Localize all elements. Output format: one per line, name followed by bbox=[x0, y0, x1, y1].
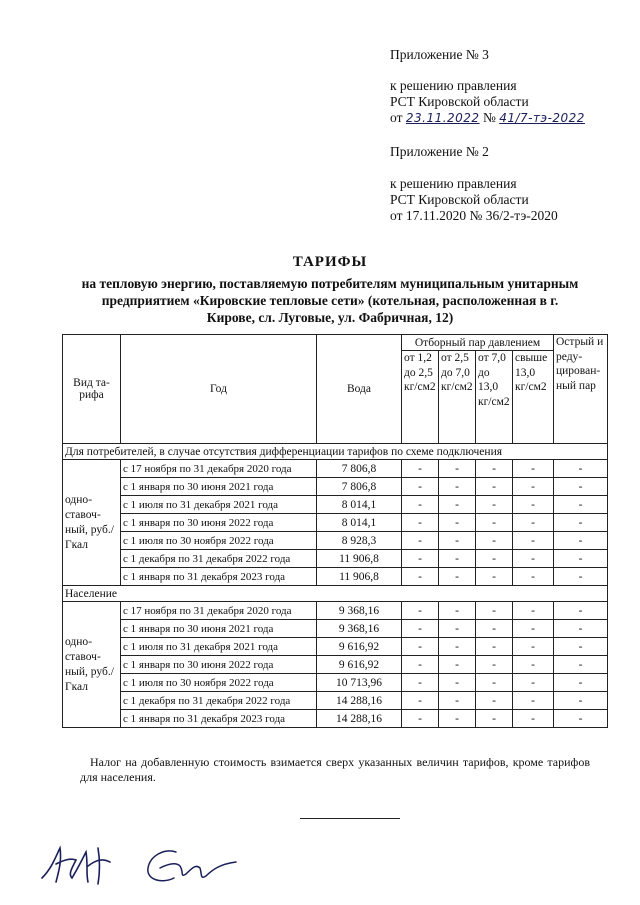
empty-dash-cell: - bbox=[402, 496, 439, 514]
header-steam: Отборный пар давлением bbox=[402, 335, 554, 351]
table-row bbox=[63, 550, 608, 568]
empty-dash-cell: - bbox=[513, 532, 554, 550]
empty-dash-cell: - bbox=[554, 532, 608, 550]
period-cell: с 1 июля по 31 декабря 2021 года bbox=[121, 638, 317, 656]
appendix-3-line1: к решению правления bbox=[390, 78, 517, 93]
water-value: 9 616,92 bbox=[317, 638, 402, 656]
period-cell: с 1 января по 31 декабря 2023 года bbox=[121, 710, 317, 728]
empty-dash-cell: - bbox=[402, 620, 439, 638]
empty-dash-cell: - bbox=[439, 550, 476, 568]
water-value: 11 906,8 bbox=[317, 568, 402, 586]
table-row bbox=[63, 478, 608, 496]
empty-dash-cell: - bbox=[513, 602, 554, 620]
tariff-type: одноставочный, руб./Гкал bbox=[63, 602, 121, 728]
appendix-3-line2: РСТ Кировской области bbox=[390, 94, 529, 109]
water-value: 8 014,1 bbox=[317, 514, 402, 532]
section-label: Население bbox=[63, 586, 608, 602]
tariff-type: одноставочный, руб./Гкал bbox=[63, 460, 121, 586]
header-steam-2: от 2,5 до 7,0 кг/см2 bbox=[439, 351, 476, 444]
empty-dash-cell: - bbox=[476, 620, 513, 638]
empty-dash-cell: - bbox=[513, 550, 554, 568]
empty-dash-cell: - bbox=[402, 568, 439, 586]
empty-dash-cell: - bbox=[402, 710, 439, 728]
period-cell: с 17 ноября по 31 декабря 2020 года bbox=[121, 460, 317, 478]
title-sub: на тепловую энергию, поставляемую потребителям муниципальным унитарным предприятием «Кировские тепловые сети» (котельная, расположенная в г. Кирове, сл. Луговые, ул. Фабричная, 12) bbox=[81, 276, 579, 325]
empty-dash-cell: - bbox=[554, 620, 608, 638]
empty-dash-cell: - bbox=[513, 478, 554, 496]
water-value: 9 616,92 bbox=[317, 656, 402, 674]
header-sharp-steam: Острый и редуцированный пар bbox=[554, 335, 608, 444]
header-steam-3: от 7,0 до 13,0 кг/см2 bbox=[476, 351, 513, 444]
appendix-2-line3: от 17.11.2020 № 36/2-тэ-2020 bbox=[390, 208, 558, 223]
table-row bbox=[63, 710, 608, 728]
empty-dash-cell: - bbox=[476, 656, 513, 674]
appendix-2-title: Приложение № 2 bbox=[390, 144, 489, 159]
empty-dash-cell: - bbox=[439, 692, 476, 710]
empty-dash-cell: - bbox=[476, 460, 513, 478]
period-cell: с 1 января по 31 декабря 2023 года bbox=[121, 568, 317, 586]
title-main: ТАРИФЫ bbox=[292, 254, 368, 270]
water-value: 7 806,8 bbox=[317, 460, 402, 478]
empty-dash-cell: - bbox=[439, 460, 476, 478]
handwritten-number: 41/7-тэ-2022 bbox=[499, 111, 585, 125]
period-cell: с 1 июля по 30 ноября 2022 года bbox=[121, 674, 317, 692]
empty-dash-cell: - bbox=[554, 602, 608, 620]
empty-dash-cell: - bbox=[439, 656, 476, 674]
table-row bbox=[63, 638, 608, 656]
empty-dash-cell: - bbox=[513, 620, 554, 638]
signature-2 bbox=[140, 838, 250, 890]
period-cell: с 1 января по 30 июня 2021 года bbox=[121, 620, 317, 638]
header-year: Год bbox=[121, 335, 317, 444]
section-label: Для потребителей, в случае отсутствия дифференциации тарифов по схеме подключения bbox=[63, 444, 608, 460]
table-row bbox=[63, 620, 608, 638]
water-value: 8 928,3 bbox=[317, 532, 402, 550]
empty-dash-cell: - bbox=[402, 692, 439, 710]
empty-dash-cell: - bbox=[402, 532, 439, 550]
period-cell: с 1 июля по 30 ноября 2022 года bbox=[121, 532, 317, 550]
empty-dash-cell: - bbox=[476, 550, 513, 568]
empty-dash-cell: - bbox=[476, 674, 513, 692]
vat-note: Налог на добавленную стоимость взимается сверх указанных величин тарифов, кроме тарифов для населения. bbox=[80, 755, 590, 784]
period-cell: с 1 января по 30 июня 2021 года bbox=[121, 478, 317, 496]
empty-dash-cell: - bbox=[439, 478, 476, 496]
table-row bbox=[63, 602, 608, 620]
water-value: 10 713,96 bbox=[317, 674, 402, 692]
period-cell: с 17 ноября по 31 декабря 2020 года bbox=[121, 602, 317, 620]
empty-dash-cell: - bbox=[476, 710, 513, 728]
empty-dash-cell: - bbox=[402, 638, 439, 656]
empty-dash-cell: - bbox=[402, 656, 439, 674]
empty-dash-cell: - bbox=[439, 638, 476, 656]
document-title bbox=[80, 254, 580, 326]
table-row bbox=[63, 496, 608, 514]
empty-dash-cell: - bbox=[554, 568, 608, 586]
appendix-3-title: Приложение № 3 bbox=[390, 47, 489, 62]
tariff-table bbox=[62, 334, 608, 728]
water-value: 9 368,16 bbox=[317, 602, 402, 620]
empty-dash-cell: - bbox=[439, 620, 476, 638]
period-cell: с 1 января по 30 июня 2022 года bbox=[121, 656, 317, 674]
from-label: от bbox=[390, 110, 403, 125]
appendix-2-decision bbox=[390, 176, 558, 224]
table-row bbox=[63, 568, 608, 586]
empty-dash-cell: - bbox=[554, 674, 608, 692]
empty-dash-cell: - bbox=[402, 478, 439, 496]
empty-dash-cell: - bbox=[513, 638, 554, 656]
number-label: № bbox=[482, 110, 496, 125]
empty-dash-cell: - bbox=[439, 514, 476, 532]
empty-dash-cell: - bbox=[402, 514, 439, 532]
empty-dash-cell: - bbox=[513, 568, 554, 586]
table-row bbox=[63, 656, 608, 674]
empty-dash-cell: - bbox=[513, 710, 554, 728]
header-steam-1: от 1,2 до 2,5 кг/см2 bbox=[402, 351, 439, 444]
empty-dash-cell: - bbox=[476, 568, 513, 586]
empty-dash-cell: - bbox=[439, 496, 476, 514]
empty-dash-cell: - bbox=[513, 674, 554, 692]
empty-dash-cell: - bbox=[513, 460, 554, 478]
handwritten-date: 23.11.2022 bbox=[405, 111, 480, 125]
empty-dash-cell: - bbox=[439, 674, 476, 692]
appendix-3-block bbox=[390, 47, 489, 63]
empty-dash-cell: - bbox=[554, 692, 608, 710]
water-value: 14 288,16 bbox=[317, 692, 402, 710]
header-type: Вид та-рифа bbox=[63, 335, 121, 444]
empty-dash-cell: - bbox=[476, 496, 513, 514]
empty-dash-cell: - bbox=[402, 602, 439, 620]
empty-dash-cell: - bbox=[439, 532, 476, 550]
empty-dash-cell: - bbox=[402, 460, 439, 478]
empty-dash-cell: - bbox=[513, 496, 554, 514]
appendix-2-block bbox=[390, 144, 489, 160]
empty-dash-cell: - bbox=[513, 656, 554, 674]
empty-dash-cell: - bbox=[554, 710, 608, 728]
appendix-2-line1: к решению правления bbox=[390, 176, 517, 191]
period-cell: с 1 июля по 31 декабря 2021 года bbox=[121, 496, 317, 514]
water-value: 11 906,8 bbox=[317, 550, 402, 568]
water-value: 9 368,16 bbox=[317, 620, 402, 638]
table-row bbox=[63, 514, 608, 532]
empty-dash-cell: - bbox=[476, 602, 513, 620]
header-steam-4: свыше 13,0 кг/см2 bbox=[513, 351, 554, 444]
appendix-2-line2: РСТ Кировской области bbox=[390, 192, 529, 207]
empty-dash-cell: - bbox=[439, 710, 476, 728]
empty-dash-cell: - bbox=[554, 656, 608, 674]
water-value: 14 288,16 bbox=[317, 710, 402, 728]
period-cell: с 1 декабря по 31 декабря 2022 года bbox=[121, 692, 317, 710]
empty-dash-cell: - bbox=[402, 674, 439, 692]
table-row bbox=[63, 532, 608, 550]
empty-dash-cell: - bbox=[402, 550, 439, 568]
empty-dash-cell: - bbox=[476, 532, 513, 550]
separator-line bbox=[300, 818, 400, 819]
table-row bbox=[63, 692, 608, 710]
table-row bbox=[63, 674, 608, 692]
table-row bbox=[63, 460, 608, 478]
empty-dash-cell: - bbox=[476, 638, 513, 656]
period-cell: с 1 января по 30 июня 2022 года bbox=[121, 514, 317, 532]
empty-dash-cell: - bbox=[554, 550, 608, 568]
period-cell: с 1 декабря по 31 декабря 2022 года bbox=[121, 550, 317, 568]
empty-dash-cell: - bbox=[513, 514, 554, 532]
empty-dash-cell: - bbox=[513, 692, 554, 710]
signature-1 bbox=[38, 838, 128, 890]
header-water: Вода bbox=[317, 335, 402, 444]
water-value: 7 806,8 bbox=[317, 478, 402, 496]
empty-dash-cell: - bbox=[476, 478, 513, 496]
empty-dash-cell: - bbox=[439, 602, 476, 620]
appendix-3-decision bbox=[390, 78, 585, 126]
empty-dash-cell: - bbox=[476, 514, 513, 532]
empty-dash-cell: - bbox=[554, 496, 608, 514]
empty-dash-cell: - bbox=[476, 692, 513, 710]
empty-dash-cell: - bbox=[554, 460, 608, 478]
empty-dash-cell: - bbox=[554, 478, 608, 496]
appendix-3-date-line bbox=[390, 110, 585, 126]
empty-dash-cell: - bbox=[554, 638, 608, 656]
water-value: 8 014,1 bbox=[317, 496, 402, 514]
empty-dash-cell: - bbox=[439, 568, 476, 586]
empty-dash-cell: - bbox=[554, 514, 608, 532]
